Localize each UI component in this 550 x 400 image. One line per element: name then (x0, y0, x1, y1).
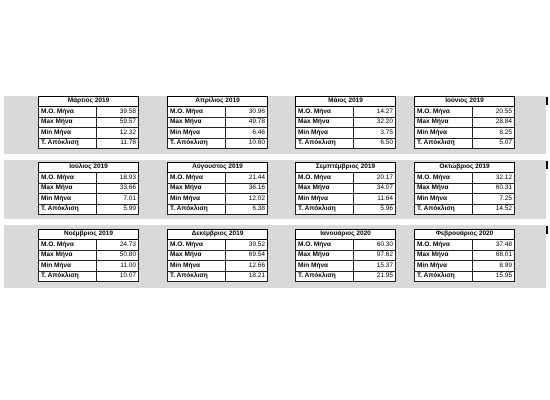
stat-value: 32.20 (354, 117, 396, 128)
stat-value: 12.32 (97, 128, 139, 139)
stat-label: Min Μήνα (39, 194, 97, 205)
month-stats-table (38, 96, 139, 149)
stat-row (415, 204, 515, 215)
stat-value: 14.52 (473, 204, 515, 215)
stat-label: Max Μήνα (168, 250, 226, 261)
stat-value: 21.44 (226, 173, 268, 184)
stat-row (415, 261, 515, 272)
stat-value: 3.75 (354, 128, 396, 139)
stat-label: Μ.Ο. Μήνα (296, 173, 354, 184)
stat-row (39, 194, 139, 205)
stat-value: 11.00 (97, 261, 139, 272)
stat-row (296, 194, 396, 205)
stat-label: Τ. Απόκλιση (415, 138, 473, 149)
stat-label: Τ. Απόκλιση (168, 204, 226, 215)
stat-value: 60.31 (473, 183, 515, 194)
stat-row (296, 138, 396, 149)
stat-row (39, 183, 139, 194)
stat-label: Max Μήνα (39, 250, 97, 261)
stat-value: 60.30 (354, 240, 396, 251)
stat-value: 20.17 (354, 173, 396, 184)
stat-label: Min Μήνα (296, 128, 354, 139)
stat-label: Τ. Απόκλιση (39, 204, 97, 215)
month-title: Φεβρουάριος 2020 (415, 230, 515, 240)
month-title: Ιανουάριος 2020 (296, 230, 396, 240)
stat-row (296, 173, 396, 184)
stat-row (415, 271, 515, 282)
stat-label: Max Μήνα (296, 250, 354, 261)
stat-value: 5.07 (473, 138, 515, 149)
stat-row (296, 204, 396, 215)
stat-value: 39.52 (226, 240, 268, 251)
stat-value: 18.21 (226, 271, 268, 282)
stat-value: 37.48 (473, 240, 515, 251)
month-title: Ιούλιος 2019 (39, 163, 139, 173)
stat-value: 33.66 (97, 183, 139, 194)
stat-row (415, 138, 515, 149)
month-stats-table (414, 162, 515, 215)
stat-value: 6.46 (226, 128, 268, 139)
stat-label: Min Μήνα (296, 194, 354, 205)
stat-row (415, 117, 515, 128)
month-title: Νοέμβριος 2019 (39, 230, 139, 240)
stat-value: 5.96 (354, 204, 396, 215)
stat-label: Max Μήνα (296, 117, 354, 128)
stat-value: 36.16 (226, 183, 268, 194)
stat-label: Τ. Απόκλιση (168, 271, 226, 282)
stat-label: Τ. Απόκλιση (415, 204, 473, 215)
stat-row (415, 194, 515, 205)
stat-value: 7.25 (473, 194, 515, 205)
stat-row (168, 194, 268, 205)
stat-label: Μ.Ο. Μήνα (415, 240, 473, 251)
stat-label: Min Μήνα (415, 261, 473, 272)
stat-label: Τ. Απόκλιση (415, 271, 473, 282)
month-title: Σεμπτέμβριος 2019 (296, 163, 396, 173)
stat-value: 8.25 (473, 128, 515, 139)
stat-value: 12.66 (226, 261, 268, 272)
border-tick (546, 97, 548, 105)
stat-label: Max Μήνα (415, 183, 473, 194)
stat-label: Τ. Απόκλιση (296, 271, 354, 282)
stat-row (39, 117, 139, 128)
stat-row (168, 128, 268, 139)
stat-label: Μ.Ο. Μήνα (39, 173, 97, 184)
stat-label: Min Μήνα (168, 128, 226, 139)
stat-label: Max Μήνα (168, 183, 226, 194)
stat-label: Μ.Ο. Μήνα (415, 107, 473, 118)
stat-value: 6.38 (226, 204, 268, 215)
stat-row (296, 183, 396, 194)
stat-value: 8.99 (473, 261, 515, 272)
stat-value: 11.78 (97, 138, 139, 149)
stat-label: Min Μήνα (39, 128, 97, 139)
stat-value: 28.84 (473, 117, 515, 128)
stat-row (415, 107, 515, 118)
stat-value: 97.62 (354, 250, 396, 261)
stat-row (168, 204, 268, 215)
stat-row (415, 250, 515, 261)
stat-row (168, 117, 268, 128)
stat-row (39, 107, 139, 118)
stat-label: Μ.Ο. Μήνα (296, 240, 354, 251)
border-tick (546, 161, 548, 169)
month-title: Αύγουστος 2019 (168, 163, 268, 173)
stat-row (415, 183, 515, 194)
stat-value: 7.01 (97, 194, 139, 205)
border-tick (546, 226, 548, 234)
stat-label: Τ. Απόκλιση (296, 138, 354, 149)
stat-label: Min Μήνα (296, 261, 354, 272)
stat-label: Max Μήνα (39, 117, 97, 128)
stat-label: Min Μήνα (168, 194, 226, 205)
stat-row (39, 128, 139, 139)
stat-value: 10.07 (97, 271, 139, 282)
stat-value: 32.12 (473, 173, 515, 184)
stat-row (39, 261, 139, 272)
stat-row (415, 240, 515, 251)
month-title: Μάιος 2019 (296, 97, 396, 107)
stat-label: Μ.Ο. Μήνα (168, 107, 226, 118)
stat-value: 15.95 (473, 271, 515, 282)
stat-value: 34.07 (354, 183, 396, 194)
month-title: Οκτώβριος 2019 (415, 163, 515, 173)
stat-value: 11.64 (354, 194, 396, 205)
month-stats-table (167, 96, 268, 149)
month-title: Ιούνιος 2019 (415, 97, 515, 107)
stat-row (39, 138, 139, 149)
month-title: Δεκέμβριος 2019 (168, 230, 268, 240)
stat-value: 30.96 (226, 107, 268, 118)
stat-label: Min Μήνα (415, 194, 473, 205)
stat-value: 59.57 (97, 117, 139, 128)
stat-label: Μ.Ο. Μήνα (296, 107, 354, 118)
stat-row (296, 250, 396, 261)
stat-row (168, 261, 268, 272)
stat-row (296, 117, 396, 128)
stat-value: 20.55 (473, 107, 515, 118)
stat-value: 10.60 (226, 138, 268, 149)
stat-row (39, 250, 139, 261)
month-stats-table (167, 162, 268, 215)
month-stats-table (295, 229, 396, 282)
stat-row (168, 250, 268, 261)
stat-label: Max Μήνα (296, 183, 354, 194)
stat-value: 18.93 (97, 173, 139, 184)
month-stats-table (167, 229, 268, 282)
stat-row (168, 107, 268, 118)
stat-label: Max Μήνα (39, 183, 97, 194)
stat-value: 68.01 (473, 250, 515, 261)
stat-value: 39.58 (97, 107, 139, 118)
stat-label: Μ.Ο. Μήνα (415, 173, 473, 184)
month-stats-table (295, 96, 396, 149)
stat-label: Τ. Απόκλιση (296, 204, 354, 215)
stat-label: Min Μήνα (415, 128, 473, 139)
stat-label: Μ.Ο. Μήνα (39, 240, 97, 251)
stat-label: Min Μήνα (168, 261, 226, 272)
stat-value: 24.73 (97, 240, 139, 251)
stat-row (296, 128, 396, 139)
stat-label: Μ.Ο. Μήνα (168, 240, 226, 251)
stat-row (39, 204, 139, 215)
stat-row (39, 173, 139, 184)
stat-value: 50.80 (97, 250, 139, 261)
month-stats-table (414, 229, 515, 282)
stat-label: Max Μήνα (168, 117, 226, 128)
stat-label: Max Μήνα (415, 250, 473, 261)
stat-label: Τ. Απόκλιση (39, 138, 97, 149)
stat-row (168, 240, 268, 251)
month-stats-table (295, 162, 396, 215)
stat-row (39, 271, 139, 282)
stat-value: 15.37 (354, 261, 396, 272)
stat-row (168, 271, 268, 282)
stat-row (415, 173, 515, 184)
stat-label: Max Μήνα (415, 117, 473, 128)
stat-value: 6.50 (354, 138, 396, 149)
stat-value: 5.99 (97, 204, 139, 215)
stat-label: Τ. Απόκλιση (39, 271, 97, 282)
stat-row (296, 240, 396, 251)
stat-value: 21.95 (354, 271, 396, 282)
stat-value: 14.27 (354, 107, 396, 118)
stat-row (296, 261, 396, 272)
month-stats-table (38, 162, 139, 215)
stat-row (296, 271, 396, 282)
stat-label: Μ.Ο. Μήνα (39, 107, 97, 118)
stat-row (296, 107, 396, 118)
stat-row (168, 138, 268, 149)
month-stats-table (38, 229, 139, 282)
stat-value: 49.78 (226, 117, 268, 128)
stat-value: 69.54 (226, 250, 268, 261)
stat-label: Τ. Απόκλιση (168, 138, 226, 149)
stat-label: Μ.Ο. Μήνα (168, 173, 226, 184)
stat-row (168, 173, 268, 184)
month-stats-table (414, 96, 515, 149)
stat-label: Min Μήνα (39, 261, 97, 272)
stat-row (39, 240, 139, 251)
stat-row (168, 183, 268, 194)
month-title: Απρίλιος 2019 (168, 97, 268, 107)
stat-row (415, 128, 515, 139)
month-title: Μάρτιος 2019 (39, 97, 139, 107)
stat-value: 12.02 (226, 194, 268, 205)
